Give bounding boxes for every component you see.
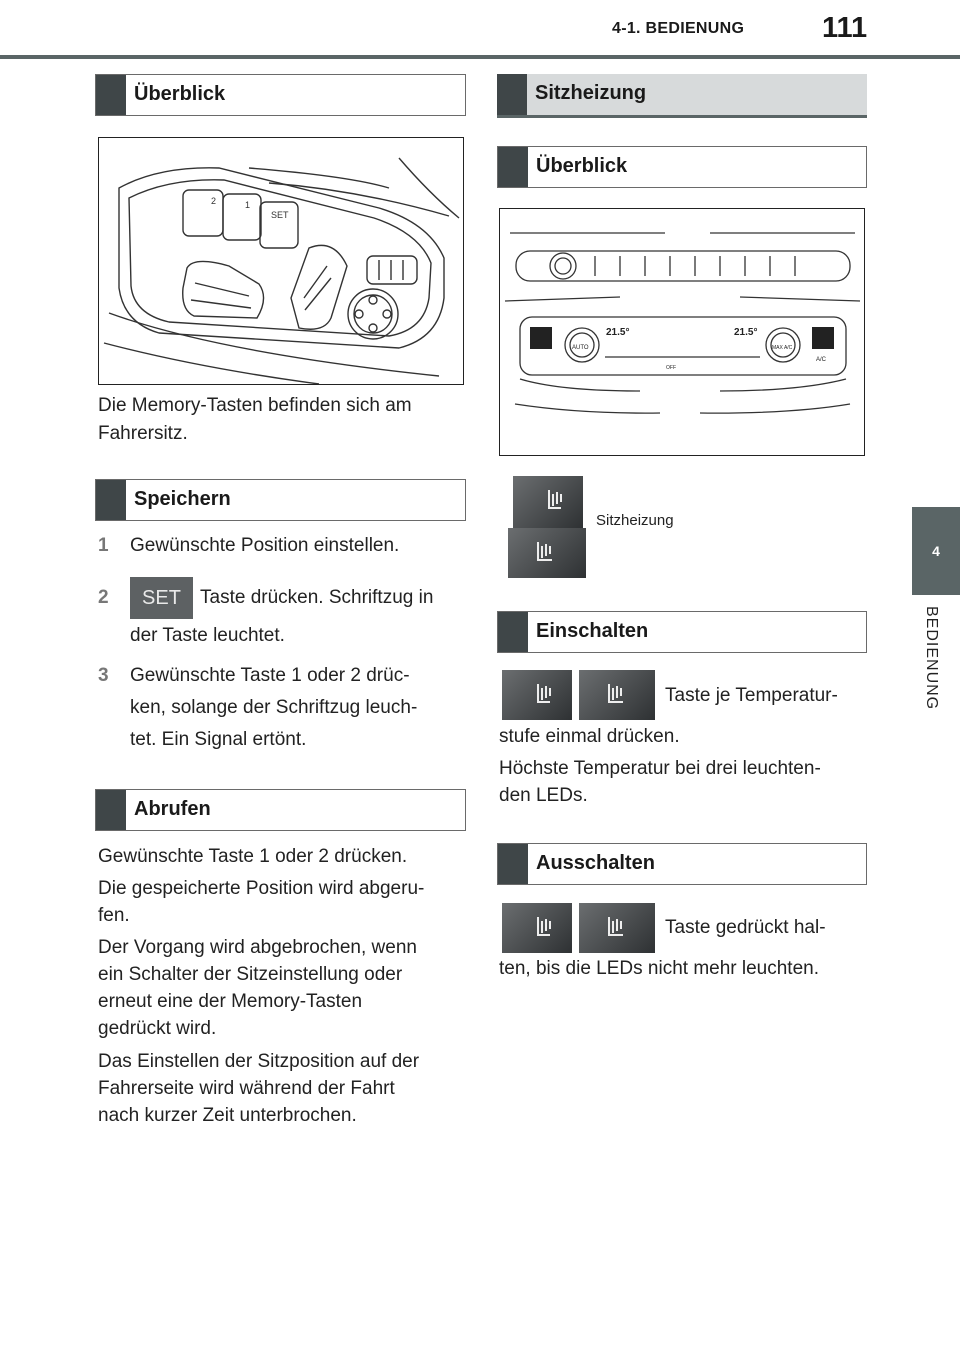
step-2-text-1: Taste drücken. Schriftzug in [200, 587, 434, 608]
step-2-text-2: der Taste leuchtet. [130, 625, 285, 646]
recall-line-6: erneut eine der Memory-Tasten [98, 991, 363, 1012]
temp-right: 21.5° [734, 327, 758, 338]
recall-line-3: fen. [98, 905, 130, 926]
section-title-switch-on: Einschalten [536, 620, 649, 642]
section-bar [497, 74, 527, 115]
switch-off-line-1: Taste gedrückt hal- [665, 917, 826, 938]
section-header-switch-on [497, 611, 867, 653]
step-3-text-1: Gewünschte Taste 1 oder 2 drüc- [130, 665, 410, 686]
section-title-recall: Abrufen [134, 798, 211, 820]
step-number-2: 2 [98, 587, 109, 608]
recall-line-9: Fahrerseite wird während der Fahrt [98, 1078, 395, 1099]
switch-on-line-4: den LEDs. [499, 785, 588, 806]
step-3-text-2: ken, solange der Schriftzug leuch- [130, 697, 418, 718]
temp-left: 21.5° [606, 327, 630, 338]
chapter-heading-seat-heating [497, 74, 867, 118]
switch-off-line-2: ten, bis die LEDs nicht mehr leuchten. [499, 958, 820, 979]
seat-heating-button-left-icon [502, 670, 572, 720]
step-3-text-3: tet. Ein Signal ertönt. [130, 729, 307, 750]
overview-caption-1: Die Memory-Tasten befinden sich am [98, 395, 412, 416]
memory-button-2-label: 2 [211, 196, 217, 206]
overview-caption-2: Fahrersitz. [98, 423, 188, 444]
section-bar [96, 75, 126, 115]
auto-label: AUTO [572, 345, 589, 351]
ac-label: A/C [816, 357, 827, 363]
recall-line-10: nach kurzer Zeit unterbrochen. [98, 1105, 357, 1126]
climate-panel-illustration [499, 208, 865, 456]
step-number-3: 3 [98, 665, 109, 686]
section-title: 4-1. BEDIENUNG [612, 20, 745, 37]
chapter-number: 4 [932, 543, 940, 559]
seat-heating-button-left-icon [502, 903, 572, 953]
seat-heating-button-right-icon [579, 903, 655, 953]
section-header-recall [95, 789, 466, 831]
section-title-save: Speichern [134, 488, 231, 510]
chapter-label: BEDIENUNG [923, 606, 940, 711]
page-number: 111 [822, 12, 868, 44]
set-button-label: SET [271, 210, 289, 220]
seat-heating-passenger-icon [508, 528, 586, 578]
recall-line-7: gedrückt wird. [98, 1018, 217, 1039]
max-ac-label: MAX A/C [772, 345, 793, 351]
switch-on-line-3: Höchste Temperatur bei drei leuchten- [499, 758, 821, 779]
header-rule [0, 55, 960, 59]
set-button-icon: SET [130, 577, 193, 619]
step-number-1: 1 [98, 535, 109, 556]
section-bar [96, 480, 126, 520]
recall-line-8: Das Einstellen der Sitzposition auf der [98, 1051, 420, 1072]
section-bar [498, 147, 528, 187]
seat-memory-illustration [98, 137, 464, 385]
section-bar [498, 612, 528, 652]
section-title-switch-off: Ausschalten [536, 852, 655, 874]
switch-on-line-1: Taste je Temperatur- [665, 685, 838, 706]
section-title-overview-right: Überblick [536, 155, 628, 177]
section-header-switch-off [497, 843, 867, 885]
chapter-tab [912, 507, 960, 595]
section-bar [498, 844, 528, 884]
seat-heating-driver-icon [513, 476, 583, 528]
section-header-overview-right [497, 146, 867, 188]
recall-line-4: Der Vorgang wird abgebrochen, wenn [98, 937, 417, 958]
step-1-text: Gewünschte Position einstellen. [130, 535, 400, 556]
section-header-overview [95, 74, 466, 116]
recall-line-1: Gewünschte Taste 1 oder 2 drücken. [98, 846, 408, 867]
section-header-save [95, 479, 466, 521]
recall-line-2: Die gespeicherte Position wird abgeru- [98, 878, 425, 899]
seat-heating-button-right-icon [579, 670, 655, 720]
memory-button-1-label: 1 [245, 200, 251, 210]
off-label: OFF [666, 365, 676, 371]
switch-on-line-2: stufe einmal drücken. [499, 726, 680, 747]
section-bar [96, 790, 126, 830]
icon-caption-seat-heating: Sitzheizung [596, 512, 674, 529]
heading-seat-heating: Sitzheizung [535, 82, 647, 104]
climate-panel-drawing [500, 209, 865, 456]
section-title-overview: Überblick [134, 83, 226, 105]
recall-line-5: ein Schalter der Sitzeinstellung oder [98, 964, 403, 985]
seat-panel-drawing [99, 138, 464, 385]
